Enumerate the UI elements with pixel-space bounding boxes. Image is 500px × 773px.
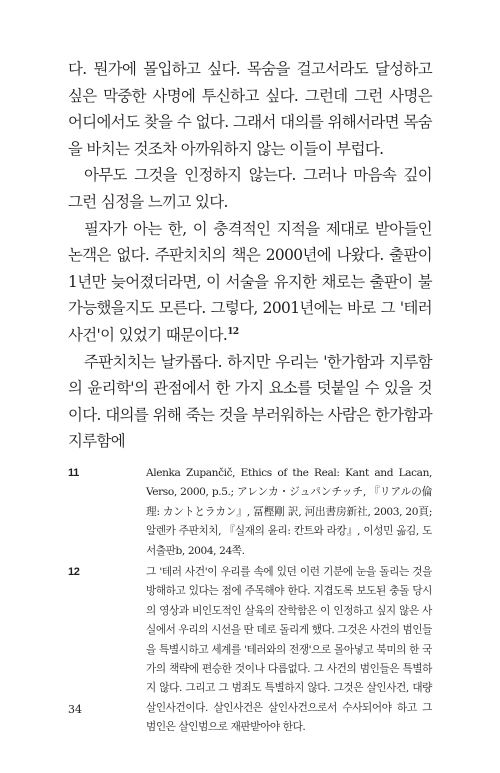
footnote-number: 12 <box>68 566 80 579</box>
paragraph-3: 필자가 아는 한, 이 충격적인 지적을 제대로 받아들인 논객은 없다. 주판치치의 책은 2000년에 나왔다. 출판이 1년만 늦어졌더라면, 이 서술을 유지한 채로는 출판이 불가능했을지도 모른다. 그렇다, 2001년에는 바로 그 '테러 사건'이 있었기 때문이다.$^{12}$ <box>68 219 432 344</box>
footnote-number: 11 <box>68 467 79 479</box>
paragraph-4: 주판치치는 날카롭다. 하지만 우리는 '한가함과 지루함의 윤리학'의 관점에서 한 가지 요소를 덧붙일 수 있을 것이다. 대의를 위해 죽는 것을 부러워하는 사람은 한가함과 지루함에 <box>68 352 432 451</box>
page-number: 34 <box>68 703 82 716</box>
footnote-12 <box>68 563 432 738</box>
footnote-text: Alenka Zupančič, Ethics of the Real: Kant and Lacan, Verso, 2000, p.5.; アレンカ・ジュパンチッチ, 『リアルの倫理: カントとラカン』, 冨樫剛 訳, 河出書房新社, 2003, 20頁; 알렌카 주판치치, 『실재의 윤리: 칸트와 라캉』, 이성민 옮김, 도서출판b, 2004, 24쪽. <box>146 467 432 557</box>
paragraph-2: 아무도 그것을 인정하지 않는다. 그러나 마음속 깊이 그런 심정을 느끼고 있다. <box>68 166 432 211</box>
footnote-text: 그 '테러 사건'이 우리를 속에 있던 이런 기분에 눈을 돌리는 것을 방해하고 있다는 점에 주목해야 한다. 지겹도록 보도된 충돌 당시의 영상과 비인도적인 살육의 잔학함은 이 인정하고 싶지 않은 사실에서 우리의 시선을 딴 데로 돌리게 했다. 그것은 사건의 범인들을 특별시하고 세계를 '테러와의 전쟁'으로 몰아넣고 북미의 한 국가의 책략에 편승한 것이나 다름없다. 그 사건의 범인들은 특별하지 않다. 그리고 그 범죄도 특별하지 않다. 그것은 살인사건, 대량 살인사건이다. 살인사건은 살인사건으로서 수사되어야 하고 그 범인은 살인범으로 재판받아야 한다. <box>146 566 432 734</box>
footnotes <box>68 464 432 740</box>
footnote-11 <box>68 464 432 561</box>
footnote-ref-12[interactable]: 12 <box>227 326 239 337</box>
body-text <box>68 56 432 455</box>
paragraph-1: 다. 뭔가에 몰입하고 싶다. 목숨을 걸고서라도 달성하고 싶은 막중한 사명에 투신하고 싶다. 그런데 그런 사명은 어디에서도 찾을 수 없다. 그래서 대의를 위해서라면 목숨을 바치는 것조차 아까워하지 않는 이들이 부럽다. <box>68 60 432 158</box>
